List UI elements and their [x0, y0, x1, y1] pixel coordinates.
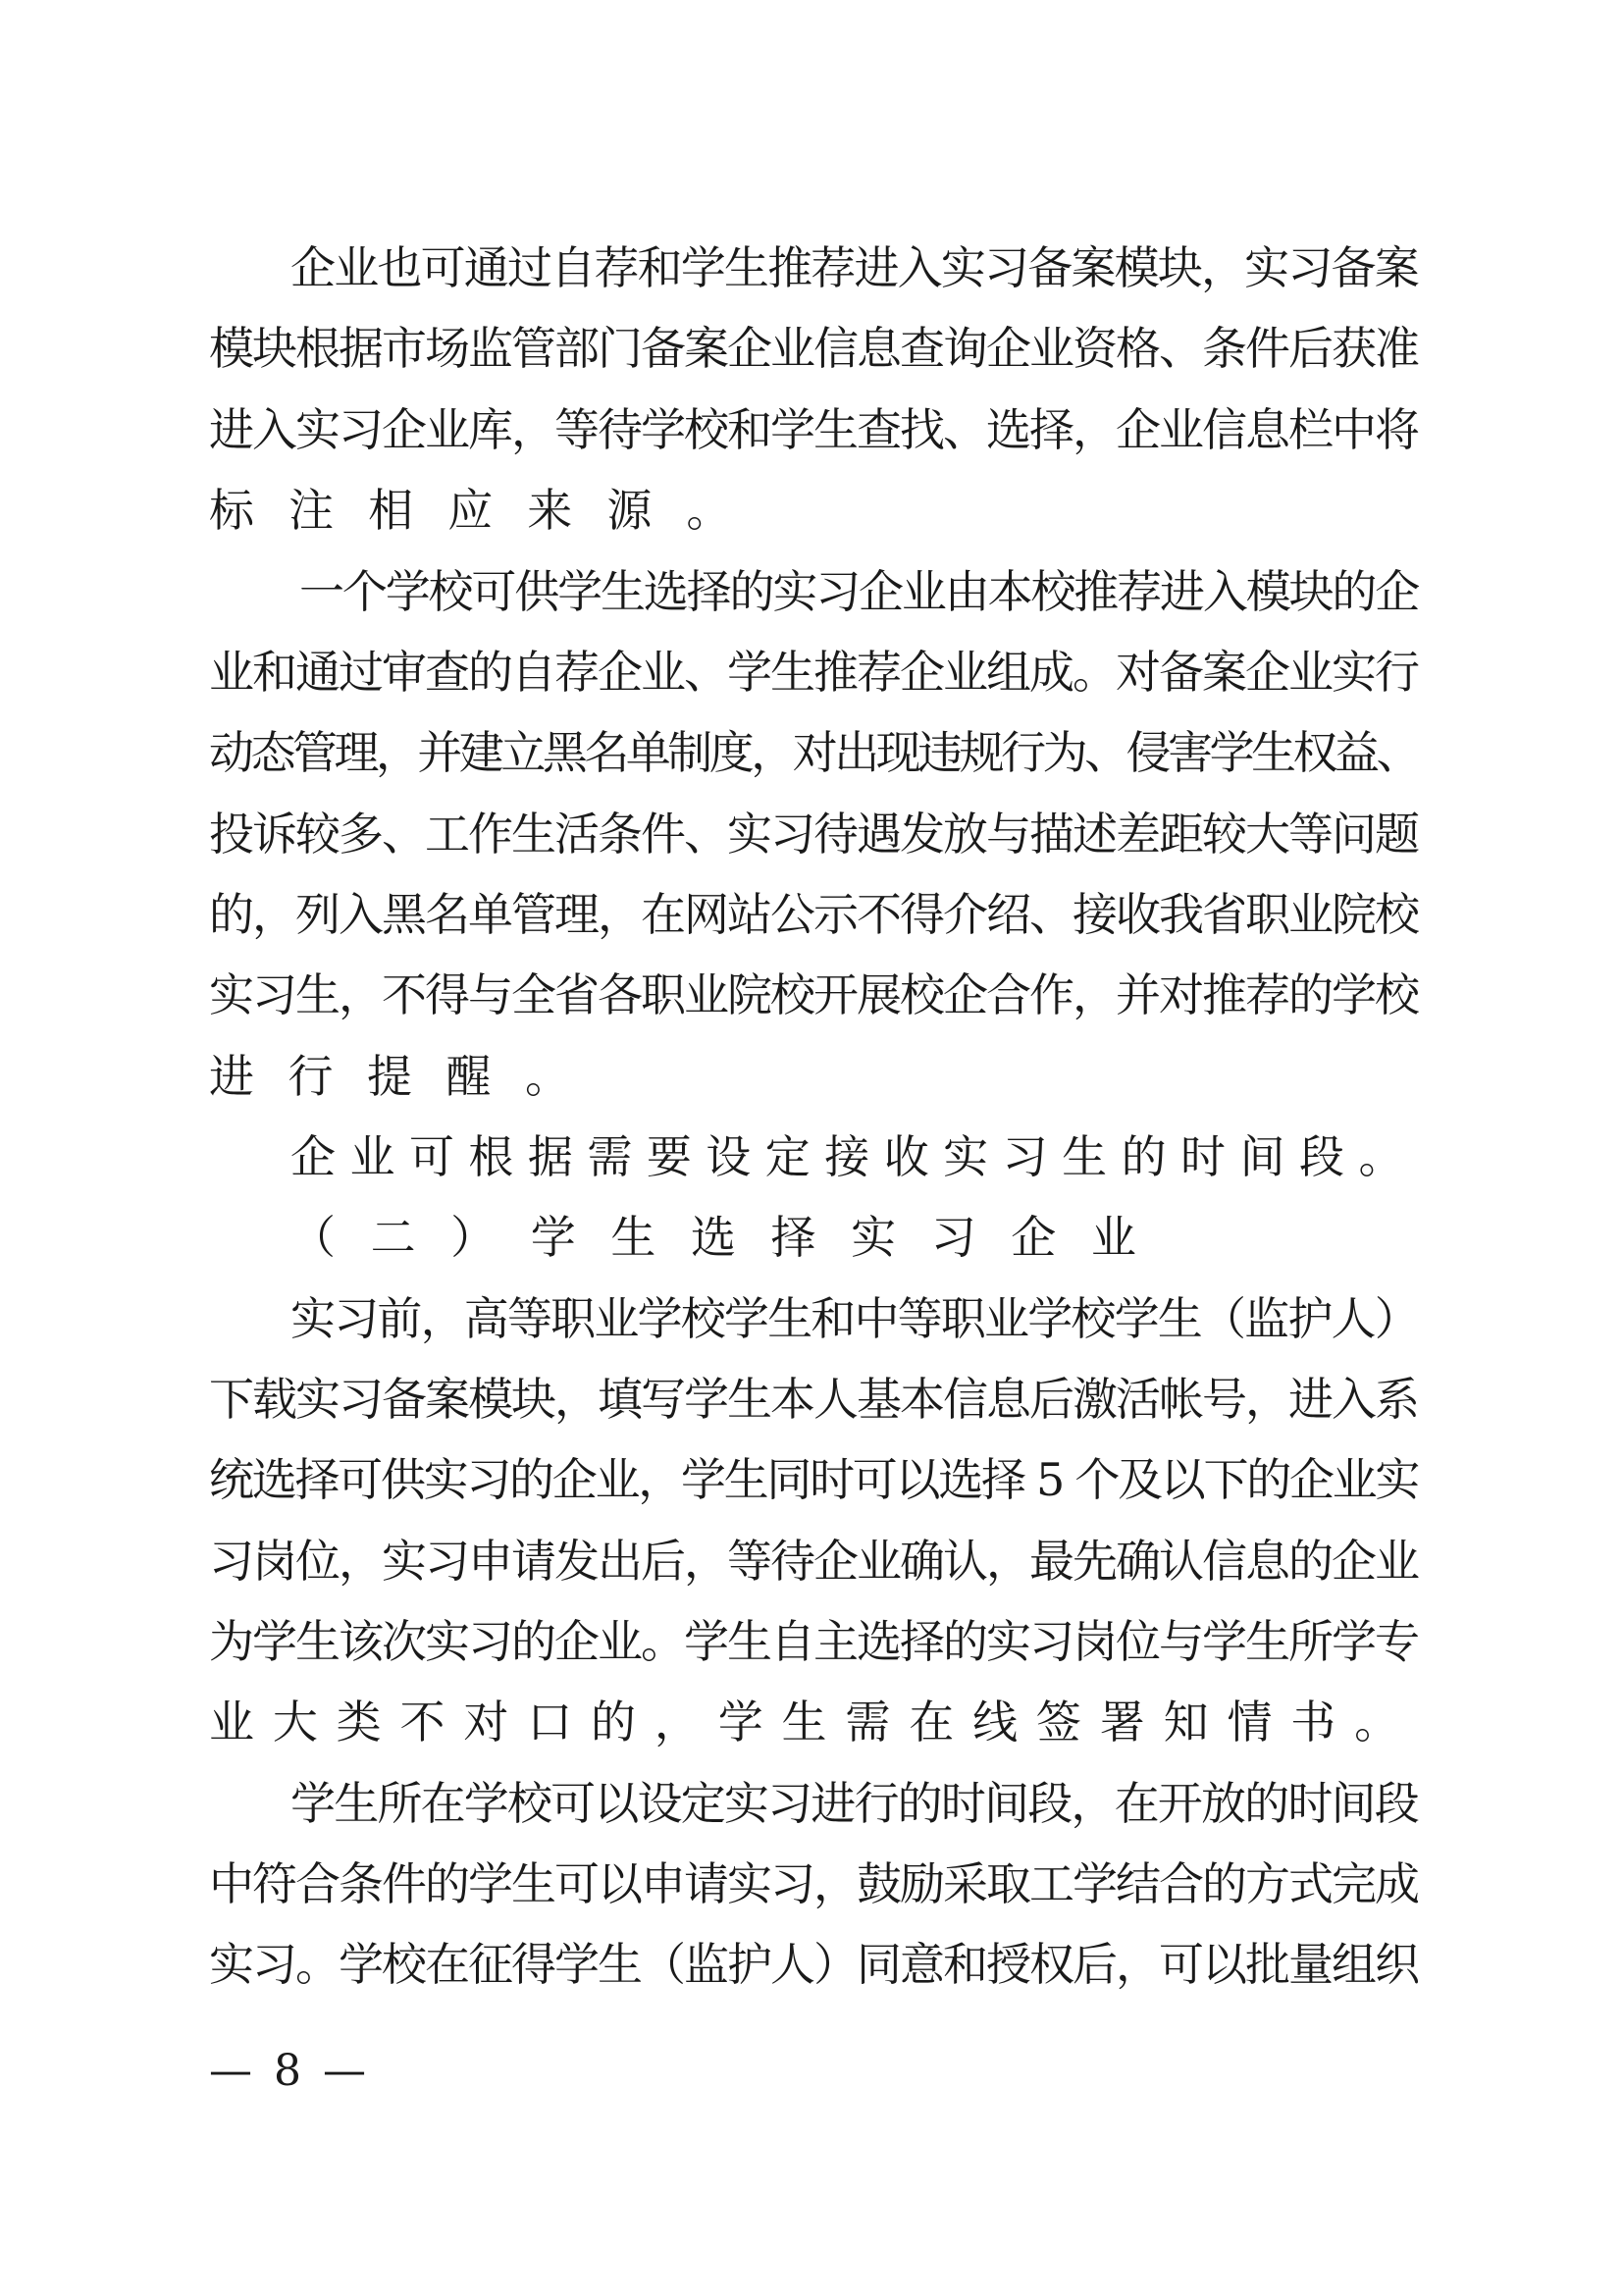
text-line: 实习。学校在征得学生（监护人）同意和授权后，可以批量组织 [209, 1938, 1418, 1991]
text-line: 企业可根据需要设定接收实习生的时间段。 [290, 1130, 1418, 1183]
section-heading: （二）学生选择实习企业 [290, 1211, 1172, 1264]
text-line: 下载实习备案模块，填写学生本人基本信息后激活帐号，进入系 [209, 1373, 1418, 1426]
text-line: 业大类不对口的，学生需在线签署知情书。 [209, 1696, 1418, 1748]
text-line: 业和通过审查的自荐企业、学生推荐企业组成。对备案企业实行 [209, 646, 1418, 699]
text-line: 学生所在学校可以设定实习进行的时间段，在开放的时间段 [290, 1777, 1418, 1830]
text-line: 实习生，不得与全省各职业院校开展校企合作，并对推荐的学校 [209, 968, 1418, 1021]
text-line: 实习前，高等职业学校学生和中等职业学校学生（监护人） [290, 1292, 1418, 1345]
text-line: 投诉较多、工作生活条件、实习待遇发放与描述差距较大等问题 [209, 808, 1418, 861]
text-line: 统选择可供实习的企业，学生同时可以选择 5 个及以下的企业实 [209, 1453, 1419, 1506]
text-line: 为学生该次实习的企业。学生自主选择的实习岗位与学生所学专 [209, 1615, 1418, 1668]
text-line: 进行提醒。 [209, 1050, 604, 1103]
text-line: 习岗位，实习申请发出后，等待企业确认，最先确认信息的企业 [209, 1535, 1418, 1588]
text-line: 的，列入黑名单管理，在网站公示不得介绍、接收我省职业院校 [209, 888, 1418, 941]
text-line: 动态管理，并建立黑名单制度，对出现违规行为、侵害学生权益、 [209, 726, 1418, 779]
text-line: 模块根据市场监管部门备案企业信息查询企业资格、条件后获准 [209, 322, 1418, 375]
text-line: 一个学校可供学生选择的实习企业由本校推荐进入模块的企 [299, 565, 1419, 618]
page-number: — 8 — [209, 2046, 370, 2096]
text-line: 企业也可通过自荐和学生推荐进入实习备案模块，实习备案 [290, 241, 1418, 294]
text-line: 标注相应来源。 [209, 484, 766, 537]
text-line: 进入实习企业库，等待学校和学生查找、选择，企业信息栏中将 [209, 403, 1418, 456]
text-line: 中符合条件的学生可以申请实习，鼓励采取工学结合的方式完成 [209, 1857, 1418, 1910]
